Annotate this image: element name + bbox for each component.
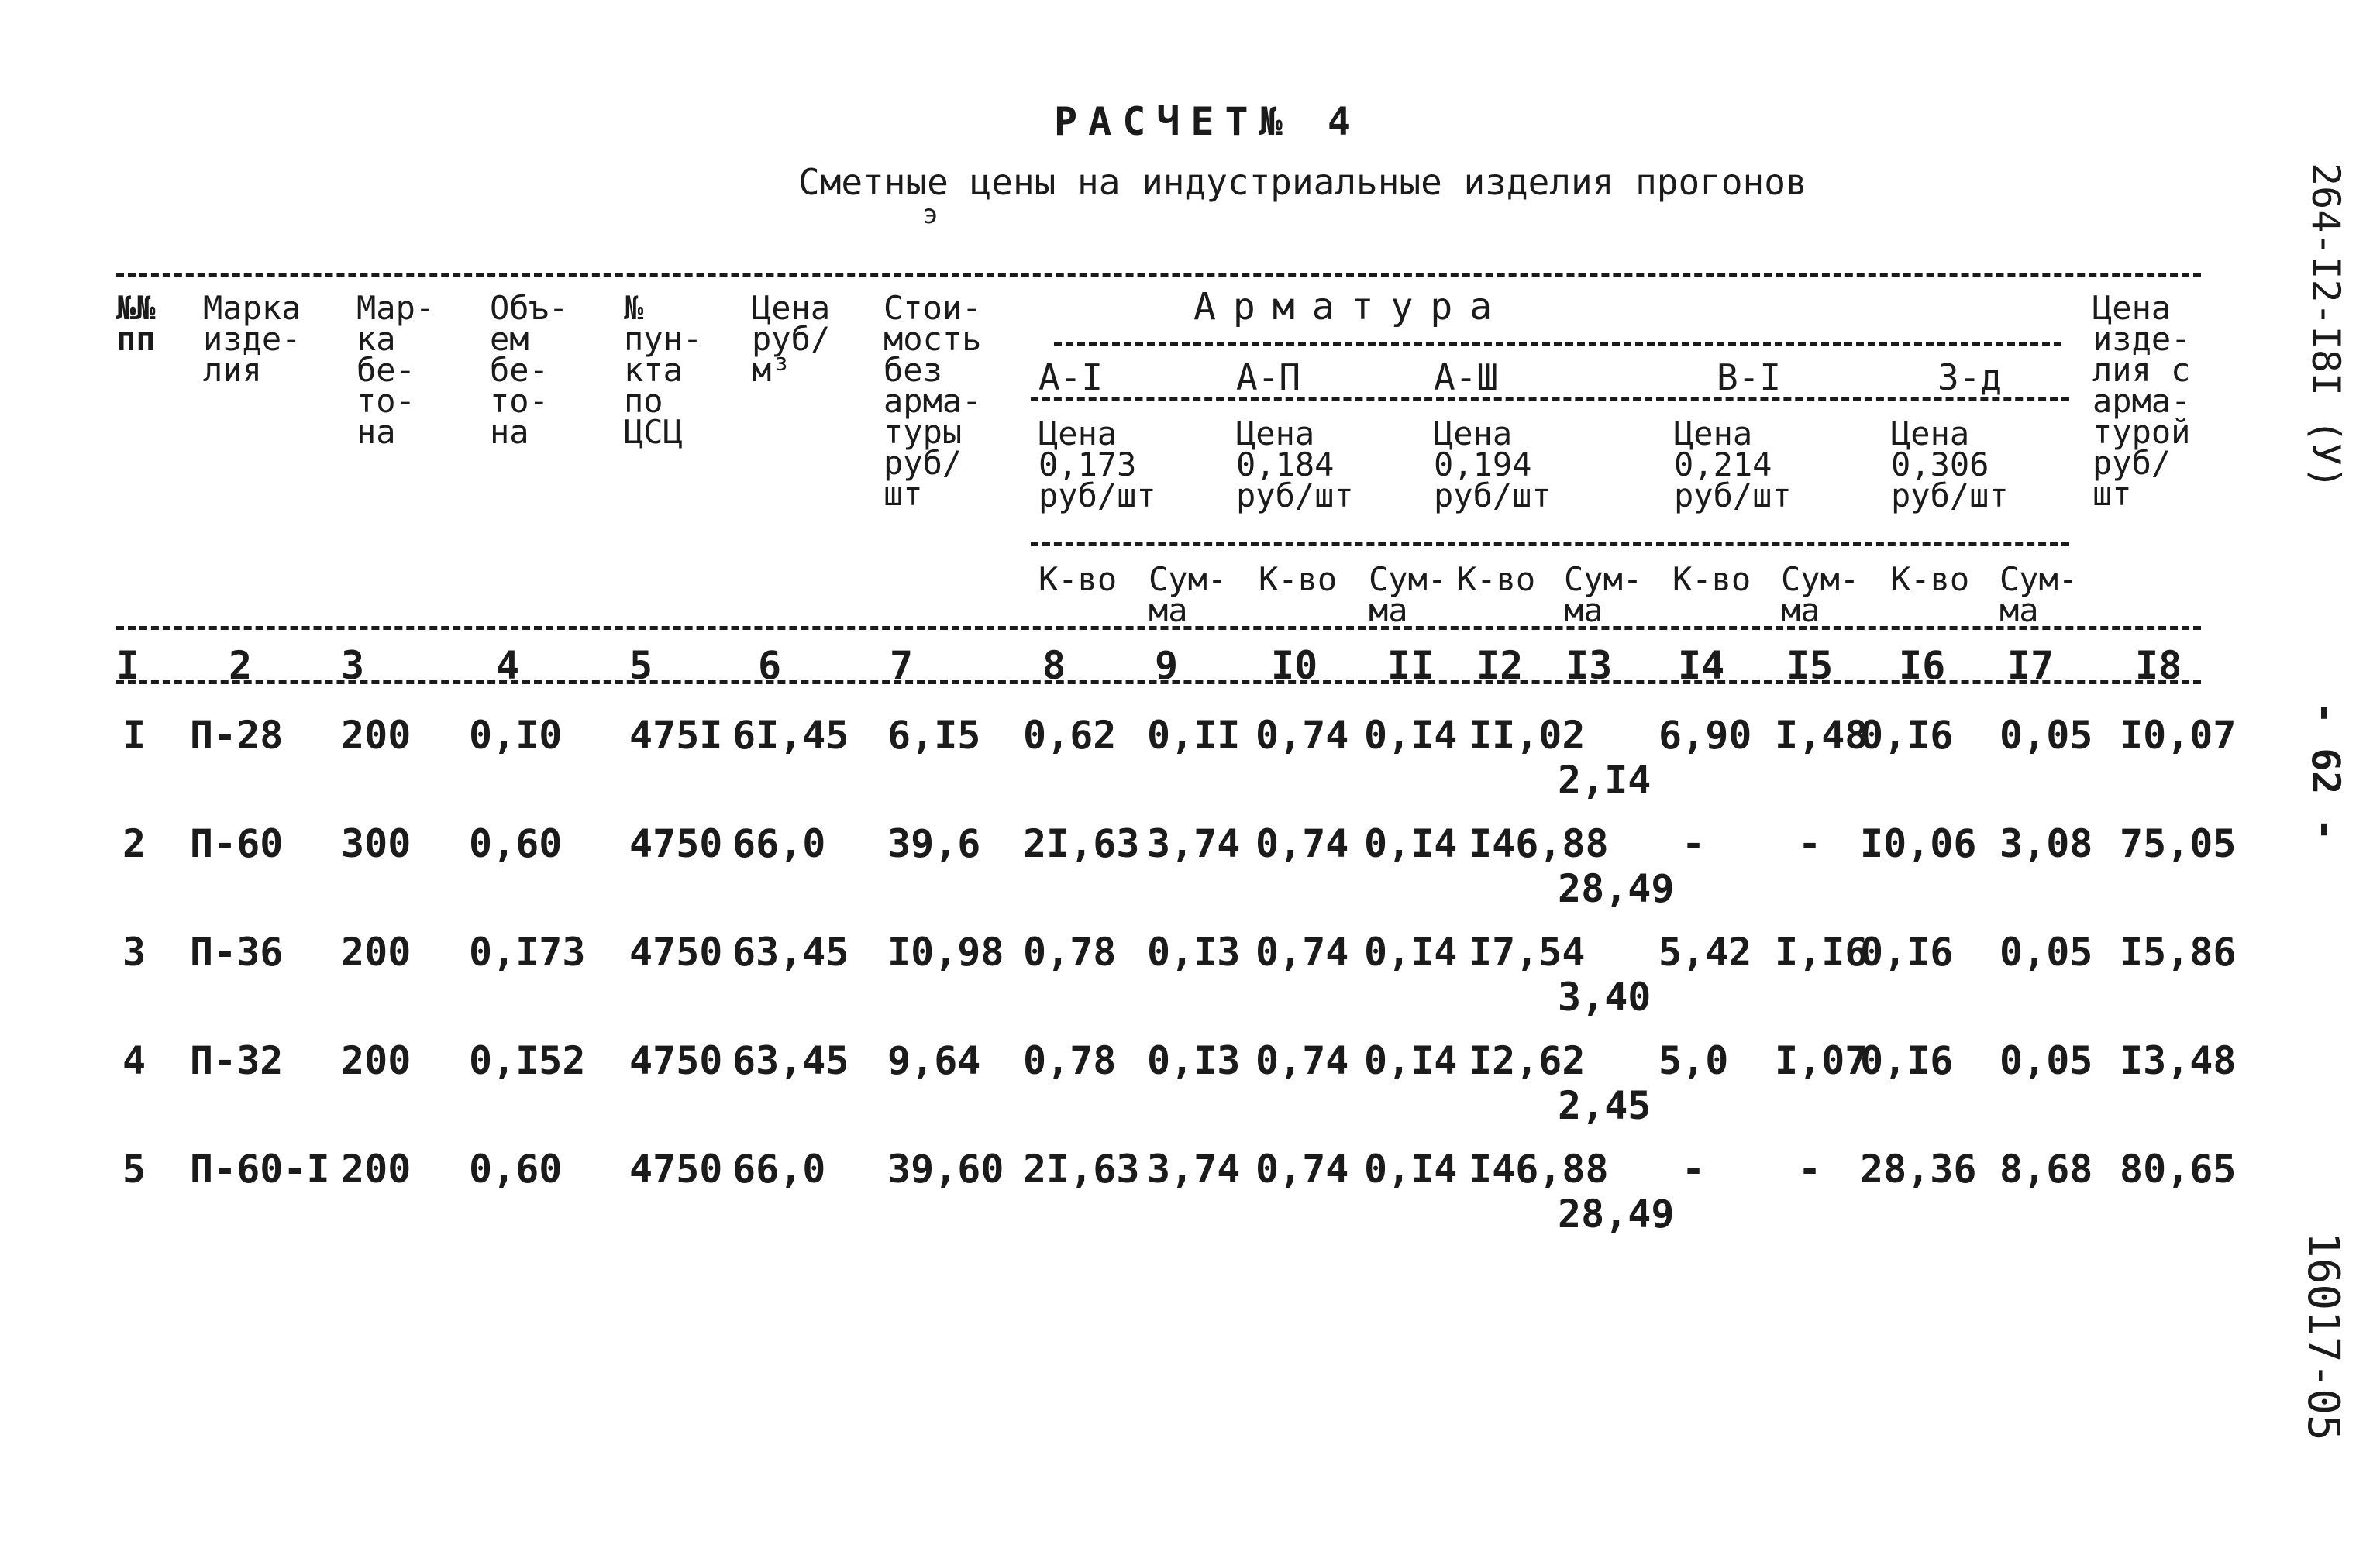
col-number: 3 — [341, 643, 365, 688]
cell-kvo-a1: 0,78 — [1023, 930, 1117, 975]
cell-marka: П-36 — [190, 930, 284, 975]
cell-punkt: 4750 — [629, 821, 723, 866]
col-number: I3 — [1565, 643, 1613, 688]
price-rule — [1031, 542, 2069, 546]
cell-kvo-a3: I7,54 — [1469, 930, 1586, 975]
document-code: 264-I2-I8I (У) — [2303, 163, 2348, 490]
cell-cena-izdeliya: I3,48 — [2120, 1038, 2237, 1083]
cell-marka: П-28 — [190, 713, 284, 758]
cell-kvo-a2: 0,74 — [1255, 1147, 1349, 1192]
cell-marka-betona: 200 — [341, 713, 412, 758]
cell-obem: 0,I0 — [469, 713, 563, 758]
cell-kvo-b1: 6,90 — [1658, 713, 1752, 758]
cell-summa-a3: 28,49 — [1558, 866, 1675, 911]
document-title: РАСЧЕТ№ 4 — [1054, 99, 1362, 144]
cell-kvo-a1: 0,78 — [1023, 1038, 1117, 1083]
cell-cena: 66,0 — [732, 821, 826, 866]
cell-kvo-a2: 0,74 — [1255, 713, 1349, 758]
cell-summa-a1: 0,I3 — [1147, 930, 1241, 975]
header-marka: Марка изде- лия — [203, 289, 301, 389]
cell-kvo-a3: I46,88 — [1469, 821, 1609, 866]
group-price-a2: Цена 0,184 руб/шт — [1236, 415, 1354, 514]
header-obem: Объ- ем бе- то- на — [490, 289, 569, 451]
cell-marka-betona: 300 — [341, 821, 412, 866]
cell-cena-izdeliya: I0,07 — [2120, 713, 2237, 758]
cell-stoimost: 9,64 — [887, 1038, 981, 1083]
cell-kvo-b1: - — [1682, 821, 1706, 866]
cell-kvo-a3: II,02 — [1469, 713, 1586, 758]
cell-nn: I — [122, 713, 146, 758]
cell-marka: П-32 — [190, 1038, 284, 1083]
cell-summa-a2: 0,I4 — [1364, 930, 1458, 975]
cell-cena: 63,45 — [732, 1038, 849, 1083]
cell-summa-3d: 0,05 — [1999, 713, 2093, 758]
cell-nn: 4 — [122, 1038, 146, 1083]
cell-summa-a1: 3,74 — [1147, 1147, 1241, 1192]
cell-punkt: 4750 — [629, 1147, 723, 1192]
col-number: 6 — [758, 643, 782, 688]
cell-summa-a1: 0,I3 — [1147, 1038, 1241, 1083]
cell-marka: П-60 — [190, 821, 284, 866]
cell-kvo-3d: 0,I6 — [1860, 1038, 1954, 1083]
col-number: 8 — [1042, 643, 1066, 688]
cell-cena-izdeliya: I5,86 — [2120, 930, 2237, 975]
group-name-b1: В-I — [1717, 356, 1782, 398]
col-number: 5 — [629, 643, 653, 688]
cell-marka-betona: 200 — [341, 1147, 412, 1192]
group-price-3d: Цена 0,306 руб/шт — [1891, 415, 2009, 514]
cell-punkt: 475I — [629, 713, 723, 758]
cell-summa-b1: I,48 — [1775, 713, 1869, 758]
subheader-summa-a1: Сум- ма — [1149, 560, 1228, 629]
col-number: I4 — [1678, 643, 1725, 688]
col-number: I — [116, 643, 140, 688]
cell-marka: П-60-I — [190, 1147, 330, 1192]
cell-kvo-b1: 5,0 — [1658, 1038, 1729, 1083]
cell-nn: 3 — [122, 930, 146, 975]
cell-kvo-a1: 2I,63 — [1023, 1147, 1140, 1192]
cell-kvo-3d: 28,36 — [1860, 1147, 1977, 1192]
cell-kvo-a1: 2I,63 — [1023, 821, 1140, 866]
cell-summa-a1: 0,II — [1147, 713, 1241, 758]
cell-kvo-b1: 5,42 — [1658, 930, 1752, 975]
header-cena-izdeliya: Цена изде- лия с арма- турой руб/ шт — [2092, 289, 2191, 513]
group-name-a3: А-Ш — [1434, 356, 1499, 398]
cell-obem: 0,I52 — [469, 1038, 586, 1083]
group-name-a1: А-I — [1038, 356, 1104, 398]
armatura-rule — [1054, 342, 2061, 346]
subheader-summa-a3: Сум- ма — [1564, 560, 1643, 629]
cell-summa-a3: 3,40 — [1558, 975, 1652, 1020]
col-number: II — [1387, 643, 1435, 688]
cell-summa-b1: I,I6 — [1775, 930, 1869, 975]
col-number: I8 — [2135, 643, 2182, 688]
cell-kvo-a2: 0,74 — [1255, 930, 1349, 975]
col-number: I0 — [1271, 643, 1318, 688]
cell-stoimost: 39,60 — [887, 1147, 1004, 1192]
cell-kvo-3d: 0,I6 — [1860, 713, 1954, 758]
subheader-summa-b1: Сум- ма — [1781, 560, 1860, 629]
cell-kvo-a1: 0,62 — [1023, 713, 1117, 758]
cell-stoimost: 39,6 — [887, 821, 981, 866]
cell-cena: 66,0 — [732, 1147, 826, 1192]
header-punkt: № пун- кта по ЦСЦ — [624, 289, 703, 451]
cell-stoimost: 6,I5 — [887, 713, 981, 758]
cell-kvo-a3: I2,62 — [1469, 1038, 1586, 1083]
col-number: 4 — [496, 643, 520, 688]
col-number: I5 — [1786, 643, 1834, 688]
header-cena: Цена руб/ м³ — [752, 289, 831, 389]
cell-obem: 0,I73 — [469, 930, 586, 975]
cell-summa-a3: 2,I4 — [1558, 758, 1652, 803]
cell-cena-izdeliya: 75,05 — [2120, 821, 2237, 866]
subheader-kvo-3d: К-во — [1891, 560, 1970, 598]
cell-stoimost: I0,98 — [887, 930, 1004, 975]
header-marka-betona: Мар- ка бе- то- на — [356, 289, 436, 451]
subheader-kvo-a3: К-во — [1457, 560, 1536, 598]
cell-cena: 6I,45 — [732, 713, 849, 758]
cell-summa-3d: 0,05 — [1999, 930, 2093, 975]
cell-summa-b1: I,07 — [1775, 1038, 1869, 1083]
cell-summa-a3: 28,49 — [1558, 1192, 1675, 1237]
top-rule — [116, 273, 2201, 277]
group-rule — [1031, 397, 2069, 401]
subheader-summa-3d: Сум- ма — [1999, 560, 2079, 629]
cell-cena-izdeliya: 80,65 — [2120, 1147, 2237, 1192]
cell-marka-betona: 200 — [341, 1038, 412, 1083]
group-name-3d: З-д — [1937, 356, 2003, 398]
cell-obem: 0,60 — [469, 1147, 563, 1192]
col-number: 9 — [1155, 643, 1179, 688]
cell-punkt: 4750 — [629, 930, 723, 975]
document-subtitle: Сметные цены на индустриальные изделия прогонов — [798, 161, 1807, 203]
cell-marka-betona: 200 — [341, 930, 412, 975]
col-number: I6 — [1899, 643, 1946, 688]
cell-kvo-a3: I46,88 — [1469, 1147, 1609, 1192]
cell-kvo-b1: - — [1682, 1147, 1706, 1192]
cell-summa-3d: 0,05 — [1999, 1038, 2093, 1083]
cell-summa-a1: 3,74 — [1147, 821, 1241, 866]
cell-summa-a2: 0,I4 — [1364, 1038, 1458, 1083]
col-number: I2 — [1476, 643, 1524, 688]
subtitle-mark: э — [922, 199, 939, 230]
group-name-a2: А-П — [1236, 356, 1301, 398]
cell-cena: 63,45 — [732, 930, 849, 975]
group-price-a1: Цена 0,173 руб/шт — [1038, 415, 1156, 514]
col-number: 2 — [229, 643, 253, 688]
cell-summa-a2: 0,I4 — [1364, 1147, 1458, 1192]
armatura-header: Арматура — [1193, 285, 1510, 329]
header-nn: №№ пп — [116, 289, 156, 358]
cell-summa-3d: 3,08 — [1999, 821, 2093, 866]
cell-summa-a3: 2,45 — [1558, 1083, 1652, 1128]
col-number: I7 — [2007, 643, 2055, 688]
group-price-b1: Цена 0,214 руб/шт — [1674, 415, 1792, 514]
cell-nn: 5 — [122, 1147, 146, 1192]
col-number: 7 — [890, 643, 914, 688]
cell-summa-b1: - — [1798, 1147, 1822, 1192]
subheader-summa-a2: Сум- ма — [1369, 560, 1448, 629]
cell-summa-b1: - — [1798, 821, 1822, 866]
cell-kvo-3d: I0,06 — [1860, 821, 1977, 866]
cell-kvo-a2: 0,74 — [1255, 821, 1349, 866]
subheader-kvo-b1: К-во — [1672, 560, 1751, 598]
group-price-a3: Цена 0,194 руб/шт — [1434, 415, 1552, 514]
page-number: - 62 - — [2303, 701, 2348, 841]
cell-summa-a2: 0,I4 — [1364, 713, 1458, 758]
document-number: 16017-05 — [2298, 1232, 2348, 1441]
cell-kvo-a2: 0,74 — [1255, 1038, 1349, 1083]
subheader-kvo-a1: К-во — [1038, 560, 1118, 598]
cell-kvo-3d: 0,I6 — [1860, 930, 1954, 975]
cell-summa-3d: 8,68 — [1999, 1147, 2093, 1192]
cell-summa-a2: 0,I4 — [1364, 821, 1458, 866]
cell-nn: 2 — [122, 821, 146, 866]
header-stoimost: Стои- мость без арма- туры руб/ шт — [883, 289, 982, 513]
cell-obem: 0,60 — [469, 821, 563, 866]
cell-punkt: 4750 — [629, 1038, 723, 1083]
subheader-kvo-a2: К-во — [1259, 560, 1338, 598]
